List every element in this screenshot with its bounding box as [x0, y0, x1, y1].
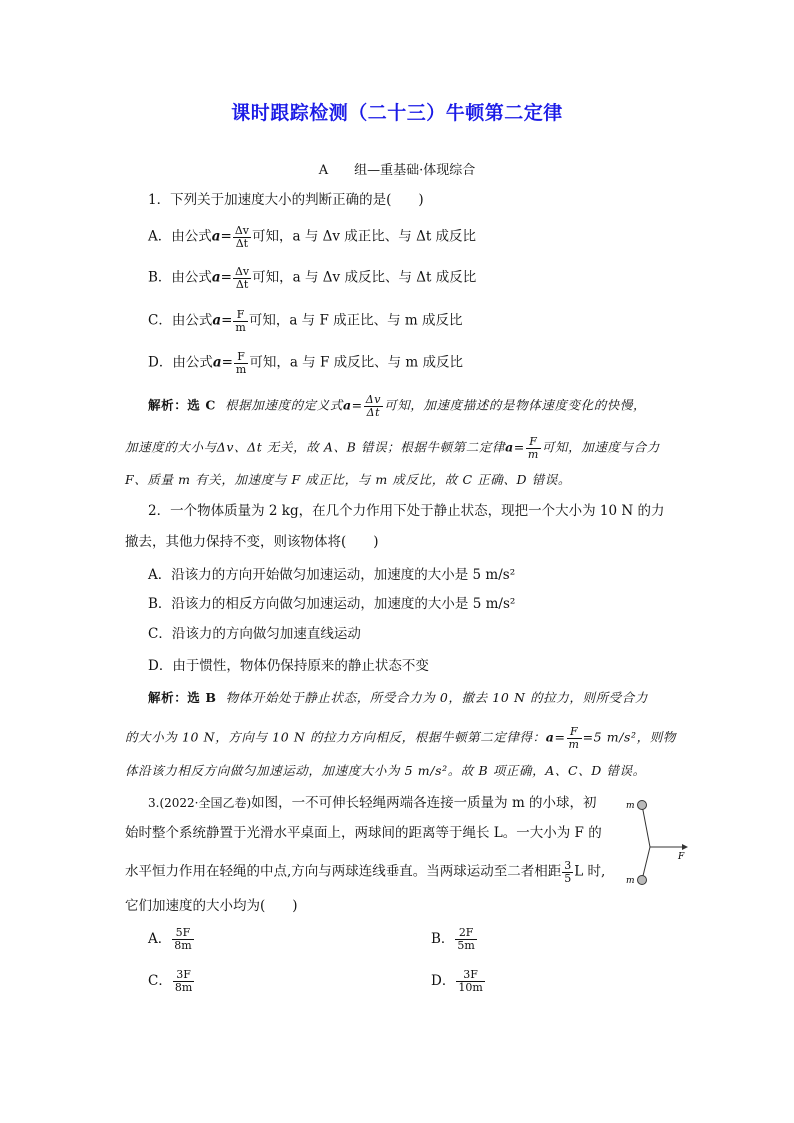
- rope-lower: [642, 847, 650, 880]
- fraction-num: Δv: [234, 224, 249, 237]
- fraction-num: 3F: [456, 969, 484, 982]
- mass-label-bottom: m: [626, 876, 635, 886]
- q1-option-c-text: 可知，a 与 F 成正比、与 m 成反比: [248, 312, 463, 329]
- section-heading: [0, 159, 794, 178]
- q2-stem-line-2: 撤去，其他力保持不变，则该物体将( ): [125, 534, 379, 550]
- q2-stem-line-1: 2．一个物体质量为 2 kg，在几个力作用下处于静止状态，现把一个大小为 10 N 的力: [148, 503, 665, 519]
- option-label: A．: [148, 931, 172, 947]
- formula-eq: =: [221, 312, 233, 329]
- fraction-dv-dt: [233, 225, 251, 249]
- q1-analysis-line-1: [148, 394, 646, 418]
- q1-analysis-line-3: F、质量 m 有关，加速度与 F 成正比，与 m 成反比，故 C 正确、D 错误。: [125, 472, 571, 487]
- q2-option-d: D．由于惯性，物体仍保持原来的静止状态不变: [148, 658, 429, 674]
- fraction-f-m: [233, 309, 247, 333]
- fraction-dv-dt: [364, 394, 383, 418]
- force-label: F: [678, 852, 685, 862]
- q2-option-b: B．沿该力的相反方向做匀加速运动，加速度的大小是 5 m/s²: [148, 596, 516, 612]
- q1-analysis-line-2: [125, 436, 660, 460]
- option-label: B．: [431, 931, 455, 947]
- q1-option-a: [148, 225, 476, 249]
- formula-eq: =: [220, 228, 232, 245]
- option-label: C．: [148, 973, 172, 989]
- q1-option-b-prefix: B．由公式: [148, 269, 212, 286]
- q3-source: 3.(2022·全国乙卷): [148, 796, 252, 810]
- q2-option-c: C．沿该力的方向做匀加速直线运动: [148, 626, 361, 642]
- q3-stem-text: 如图，一不可伸长轻绳两端各连接一质量为 m 的小球，初: [251, 795, 597, 811]
- fraction-dv-dt: [233, 266, 251, 290]
- option-fraction: [455, 927, 476, 951]
- formula-eq: =: [220, 269, 232, 286]
- fraction-num: 5F: [172, 927, 193, 940]
- q1-analysis-text: 加速度的大小与Δv、Δt 无关，故 A、B 错误；根据牛顿第二定律: [125, 439, 506, 455]
- fraction-f-m: [234, 351, 248, 375]
- fraction-num: F: [526, 436, 541, 449]
- fraction-den: m: [527, 447, 539, 461]
- q1-option-c-prefix: C．由公式: [148, 312, 213, 329]
- q1-analysis-text: 可知，加速度描述的是物体速度变化的快慢，: [384, 397, 647, 413]
- q3-stem-line-4: 它们加速度的大小均为( ): [125, 898, 298, 914]
- formula-eq: =: [351, 397, 363, 413]
- force-arrow-head: [682, 844, 688, 850]
- q1-option-d-text: 可知，a 与 F 成反比、与 m 成反比: [249, 354, 464, 371]
- fraction-f-m: [526, 436, 541, 460]
- rope-upper: [642, 805, 650, 847]
- formula-eq: =: [221, 354, 233, 371]
- fraction-den: Δt: [235, 236, 249, 250]
- q2-analysis-line-2: [125, 726, 676, 750]
- fraction-num: Δv: [365, 393, 382, 406]
- fraction-f-m: [567, 726, 582, 750]
- formula-eq: =: [513, 439, 525, 455]
- q2-analysis-text: 的大小为 10 N，方向与 10 N 的拉力方向相反，根据牛顿第二定律得：: [125, 729, 546, 745]
- formula-a: a: [545, 729, 555, 745]
- q3-stem-line-2: 始时整个系统静置于光滑水平桌面上，两球间的距离等于绳长 L。一大小为 F 的: [125, 825, 602, 841]
- fraction-num: F: [234, 351, 248, 364]
- ball-top: [638, 801, 647, 810]
- formula-a: a: [342, 397, 352, 413]
- q1-option-a-prefix: A．由公式: [148, 228, 212, 245]
- fraction-den: 5: [564, 871, 572, 885]
- q1-analysis-label: 解析：选 C: [148, 397, 216, 413]
- fraction-den: m: [568, 737, 580, 751]
- q3-option-c: [148, 969, 195, 994]
- q1-option-b: [148, 266, 476, 290]
- option-fraction: [172, 927, 193, 951]
- ball-bottom: [638, 876, 647, 885]
- q3-stem-text: 水平恒力作用在轻绳的中点,方向与两球连线垂直。当两球运动至二者相距: [125, 863, 562, 880]
- q2-analysis-text: 物体开始处于静止状态，所受合力为 0，撤去 10 N 的拉力，则所受合力: [225, 690, 648, 705]
- fraction-den: 8m: [174, 981, 193, 994]
- q2-option-a: A．沿该力的方向开始做匀加速运动，加速度的大小是 5 m/s²: [148, 567, 516, 583]
- q3-option-a: [148, 927, 195, 952]
- fraction-num: Δv: [234, 265, 250, 278]
- fraction-num: 3F: [173, 969, 194, 982]
- q3-stem-text: L 时,: [574, 863, 606, 880]
- section-name: 组—重基础·体现综合: [354, 163, 476, 178]
- option-fraction: [173, 969, 194, 993]
- q3-stem-line-3: [125, 860, 605, 884]
- q3-option-b: [431, 927, 478, 952]
- q3-stem-line-1: [148, 797, 597, 811]
- q3-option-d: [431, 969, 486, 994]
- fraction-den: m: [235, 320, 246, 334]
- fraction-den: 10m: [458, 981, 483, 994]
- q2-analysis-text: =5 m/s²，则物: [582, 729, 676, 745]
- mass-label-top: m: [626, 801, 635, 811]
- formula-a: a: [211, 228, 221, 245]
- formula-a: a: [211, 269, 221, 286]
- fraction-3-5: [562, 860, 573, 884]
- q1-option-d-prefix: D．由公式: [148, 354, 213, 371]
- fraction-den: 5m: [457, 939, 475, 952]
- q1-option-c: [148, 309, 463, 333]
- option-label: D．: [431, 973, 456, 989]
- fraction-den: Δt: [366, 405, 381, 419]
- fraction-num: 3: [564, 859, 572, 872]
- fraction-den: m: [235, 362, 247, 376]
- fraction-den: Δt: [235, 277, 249, 291]
- page-title: 课时跟踪检测（二十三）牛顿第二定律: [231, 102, 563, 124]
- q1-analysis-text: 可知，加速度与合力: [541, 439, 660, 455]
- fraction-num: F: [567, 726, 582, 739]
- q2-analysis-label: 解析：选 B: [148, 690, 217, 705]
- formula-a: a: [212, 312, 222, 329]
- q1-option-d: [148, 351, 463, 375]
- q2-analysis-line-3: 体沿该力相反方向做匀加速运动，加速度大小为 5 m/s²。故 B 项正确，A、C、D 错误。: [125, 763, 646, 778]
- q2-analysis-line-1: [148, 692, 648, 705]
- formula-a: a: [505, 439, 514, 455]
- q1-option-a-text: 可知，a 与 Δv 成正比、与 Δt 成反比: [251, 228, 477, 245]
- fraction-num: 2F: [455, 927, 476, 940]
- option-fraction: [456, 969, 484, 993]
- formula-a: a: [212, 354, 222, 371]
- q1-analysis-text: 根据加速度的定义式: [225, 397, 343, 413]
- q1-stem: 1．下列关于加速度大小的判断正确的是( ): [148, 192, 424, 208]
- fraction-den: 8m: [174, 939, 192, 952]
- q3-figure-diagram: [620, 795, 690, 890]
- section-letter: A: [318, 163, 329, 178]
- formula-eq: =: [554, 729, 566, 745]
- q1-option-b-text: 可知，a 与 Δv 成反比、与 Δt 成反比: [252, 269, 477, 286]
- fraction-num: F: [233, 309, 247, 322]
